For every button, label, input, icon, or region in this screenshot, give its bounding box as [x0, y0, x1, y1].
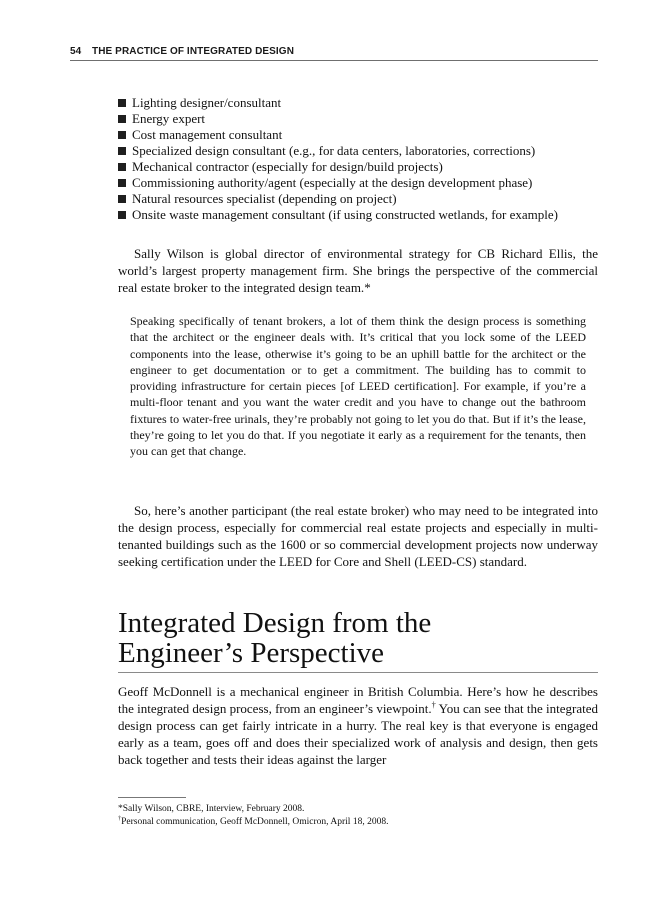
list-item: Lighting designer/consultant	[118, 95, 608, 111]
body-paragraph-mcdonnell: Geoff McDonnell is a mechanical engineer in British Columbia. Here’s how he describes the integrated design process, from an engineer’s viewpoint.† You can see that the integrated design process can get fairly intricate in a hurry. The real key is that everyone is engaged early as a team, goes off and does their specialized work of analysis and design, then gets back together and tests their ideas against the larger	[118, 684, 599, 767]
page-number: 54	[70, 46, 82, 57]
bullet-square-icon	[118, 131, 126, 139]
bullet-square-icon	[118, 195, 126, 203]
list-item: Natural resources specialist (depending on project)	[118, 191, 608, 207]
list-item: Cost management consultant	[118, 127, 608, 143]
participant-list	[118, 95, 608, 223]
bullet-square-icon	[118, 99, 126, 107]
footnotes	[118, 803, 598, 829]
bullet-square-icon	[118, 179, 126, 187]
footnote-mark: †	[431, 699, 436, 710]
footnote-divider	[118, 797, 186, 798]
section-heading-line: Engineer’s Perspective	[118, 637, 385, 669]
bullet-square-icon	[118, 147, 126, 155]
block-quote: Speaking specifically of tenant brokers, a lot of them think the design process is something that the architect or the engineer deals with. It’s critical that you lock some of the LEED components into the lease, otherwise it’s going to be an uphill battle for the architect or the engineer to get documentation or to get a commitment. The building has to commit to providing infrastructure for certain pieces [of LEED certification]. For example, if you’re a multi-floor tenant and you want the water credit and you have to change out the bathroom fixtures to water-free urinals, they’re probably not going to let you do that. But if it’s the lease, they’re going to let you do that. If you negotiate it early as a requirement for the tenants, then you can get that change.	[130, 314, 586, 459]
running-header	[70, 46, 598, 61]
body-paragraph-broker: So, here’s another participant (the real estate broker) who may need to be integrated into the design process, especially for commercial real estate projects and especially in multi-tenanted buildings such as the 1600 or so commercial development projects now underway seeking certification under the LEED for Core and Shell (LEED-CS) standard.	[118, 503, 598, 569]
bullet-square-icon	[118, 163, 126, 171]
list-item: Onsite waste management consultant (if using constructed wetlands, for example)	[118, 207, 608, 223]
body-paragraph-wilson: Sally Wilson is global director of environmental strategy for CB Richard Ellis, the world’s largest property management firm. She brings the perspective of the commercial real estate broker to the integrated design team.*	[118, 246, 598, 295]
list-item: Energy expert	[118, 111, 608, 127]
bullet-square-icon	[118, 115, 126, 123]
running-title: THE PRACTICE OF INTEGRATED DESIGN	[92, 46, 295, 57]
list-item: Commissioning authority/agent (especially at the design development phase)	[118, 175, 608, 191]
bullet-square-icon	[118, 211, 126, 219]
list-item: Specialized design consultant (e.g., for data centers, laboratories, corrections)	[118, 143, 608, 159]
footnote-mark: *	[364, 280, 371, 295]
list-item: Mechanical contractor (especially for design/build projects)	[118, 159, 608, 175]
footnote: †Personal communication, Geoff McDonnell, Omicron, April 18, 2008.	[118, 815, 389, 827]
footnote: *Sally Wilson, CBRE, Interview, February 2008.	[118, 804, 305, 814]
section-heading	[118, 608, 598, 673]
section-heading-line: Integrated Design from the	[118, 607, 432, 639]
